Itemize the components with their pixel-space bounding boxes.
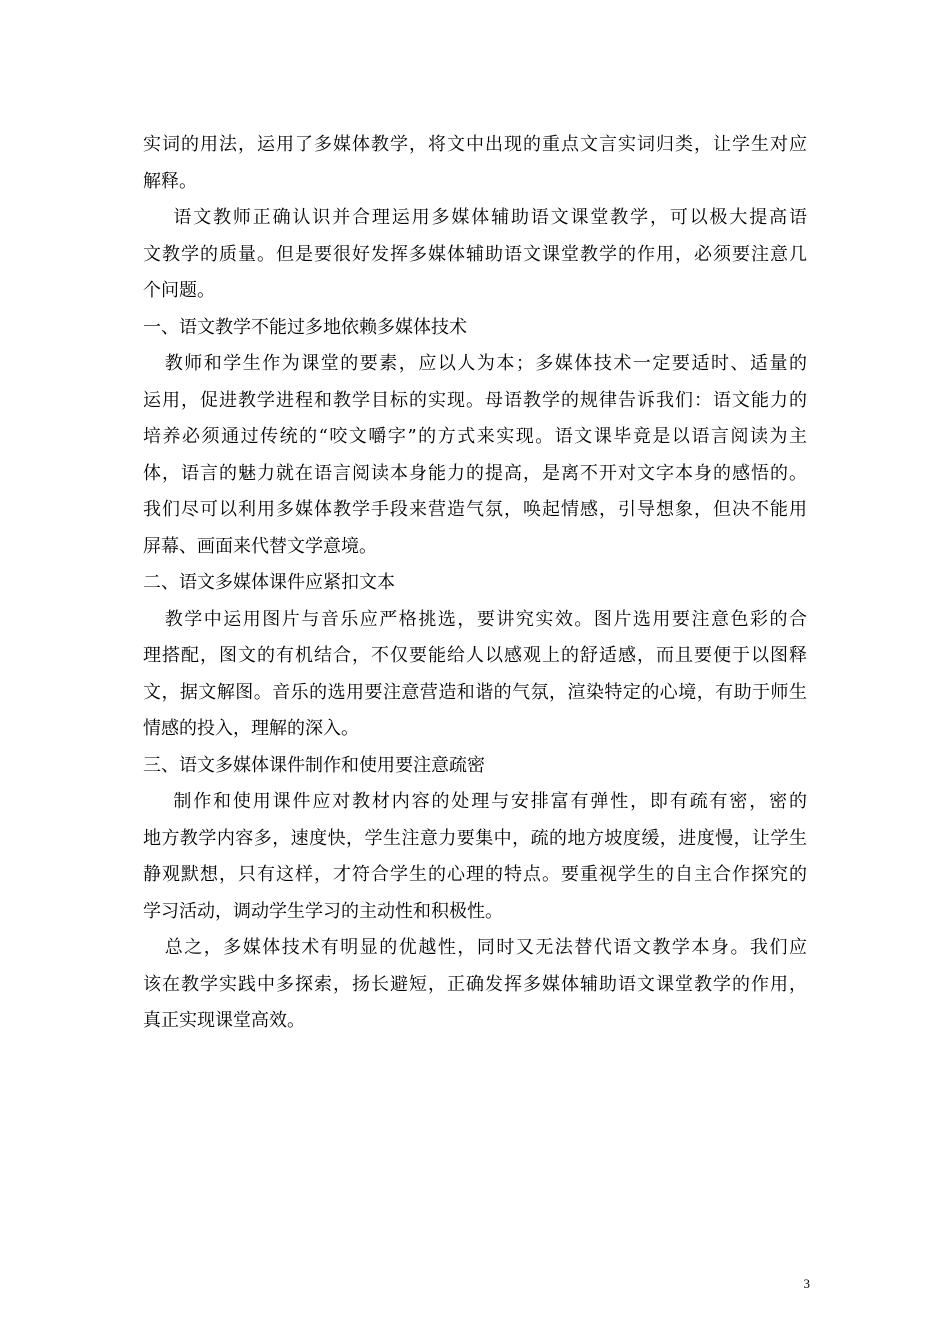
text-line: 情感的投入，理解的深入。 — [143, 718, 359, 739]
text-line: 解释。 — [143, 170, 197, 192]
text-line: 制作和使用课件应对教材内容的处理与安排富有弹性，即有疏有密，密的 — [143, 791, 807, 812]
text-line: 个问题。 — [143, 280, 215, 301]
text-line: 运用，促进教学进程和教学目标的实现。母语教学的规律告诉我们：语文能力的 — [143, 389, 807, 411]
text-line: 培养必须通过传统的“咬文嚼字”的方式来实现。语文课毕竟是以语言阅读为主 — [143, 426, 807, 447]
section-heading: 一、语文教学不能过多地依赖多媒体技术 — [143, 316, 467, 338]
text-line: 文，据文解图。音乐的选用要注意营造和谐的气氛，渲染特定的心境，有助于师生 — [143, 681, 807, 703]
text-line: 文教学的质量。但是要很好发挥多媒体辅助语文课堂教学的作用，必须要注意几 — [143, 243, 807, 265]
text-line: 理搭配，图文的有机结合，不仅要能给人以感观上的舒适感，而且要便于以图释 — [143, 645, 807, 666]
text-line: 学习活动，调动学生学习的主动性和积极性。 — [143, 900, 503, 922]
text-line: 屏幕、画面来代替文学意境。 — [143, 535, 377, 557]
text-line: 该在教学实践中多探索，扬长避短，正确发挥多媒体辅助语文课堂教学的作用， — [143, 973, 807, 995]
section-heading: 三、语文多媒体课件制作和使用要注意疏密 — [143, 754, 485, 776]
text-line: 语文教师正确认识并合理运用多媒体辅助语文课堂教学，可以极大提高语 — [143, 207, 807, 228]
body-text — [143, 127, 807, 1040]
text-line: 教学中运用图片与音乐应严格挑选，要讲究实效。图片选用要注意色彩的合 — [143, 608, 807, 630]
text-line: 我们尽可以利用多媒体教学手段来营造气氛，唤起情感，引导想象，但决不能用 — [143, 499, 807, 520]
text-line: 静观默想，只有这样，才符合学生的心理的特点。要重视学生的自主合作探究的 — [143, 864, 807, 885]
text-line: 体，语言的魅力就在语言阅读本身能力的提高，是离不开对文字本身的感悟的。 — [143, 462, 807, 484]
text-line: 教师和学生作为课堂的要素，应以人为本；多媒体技术一定要适时、适量的 — [143, 353, 807, 374]
text-line: 实词的用法，运用了多媒体教学，将文中出现的重点文言实词归类，让学生对应 — [143, 134, 807, 155]
text-line: 真正实现课堂高效。 — [143, 1010, 305, 1031]
section-heading: 二、语文多媒体课件应紧扣文本 — [143, 572, 395, 593]
page-number: 3 — [803, 1276, 810, 1291]
text-line: 总之，多媒体技术有明显的优越性，同时又无法替代语文教学本身。我们应 — [143, 937, 807, 958]
text-line: 地方教学内容多，速度快，学生注意力要集中，疏的地方坡度缓，进度慢，让学生 — [143, 827, 807, 849]
